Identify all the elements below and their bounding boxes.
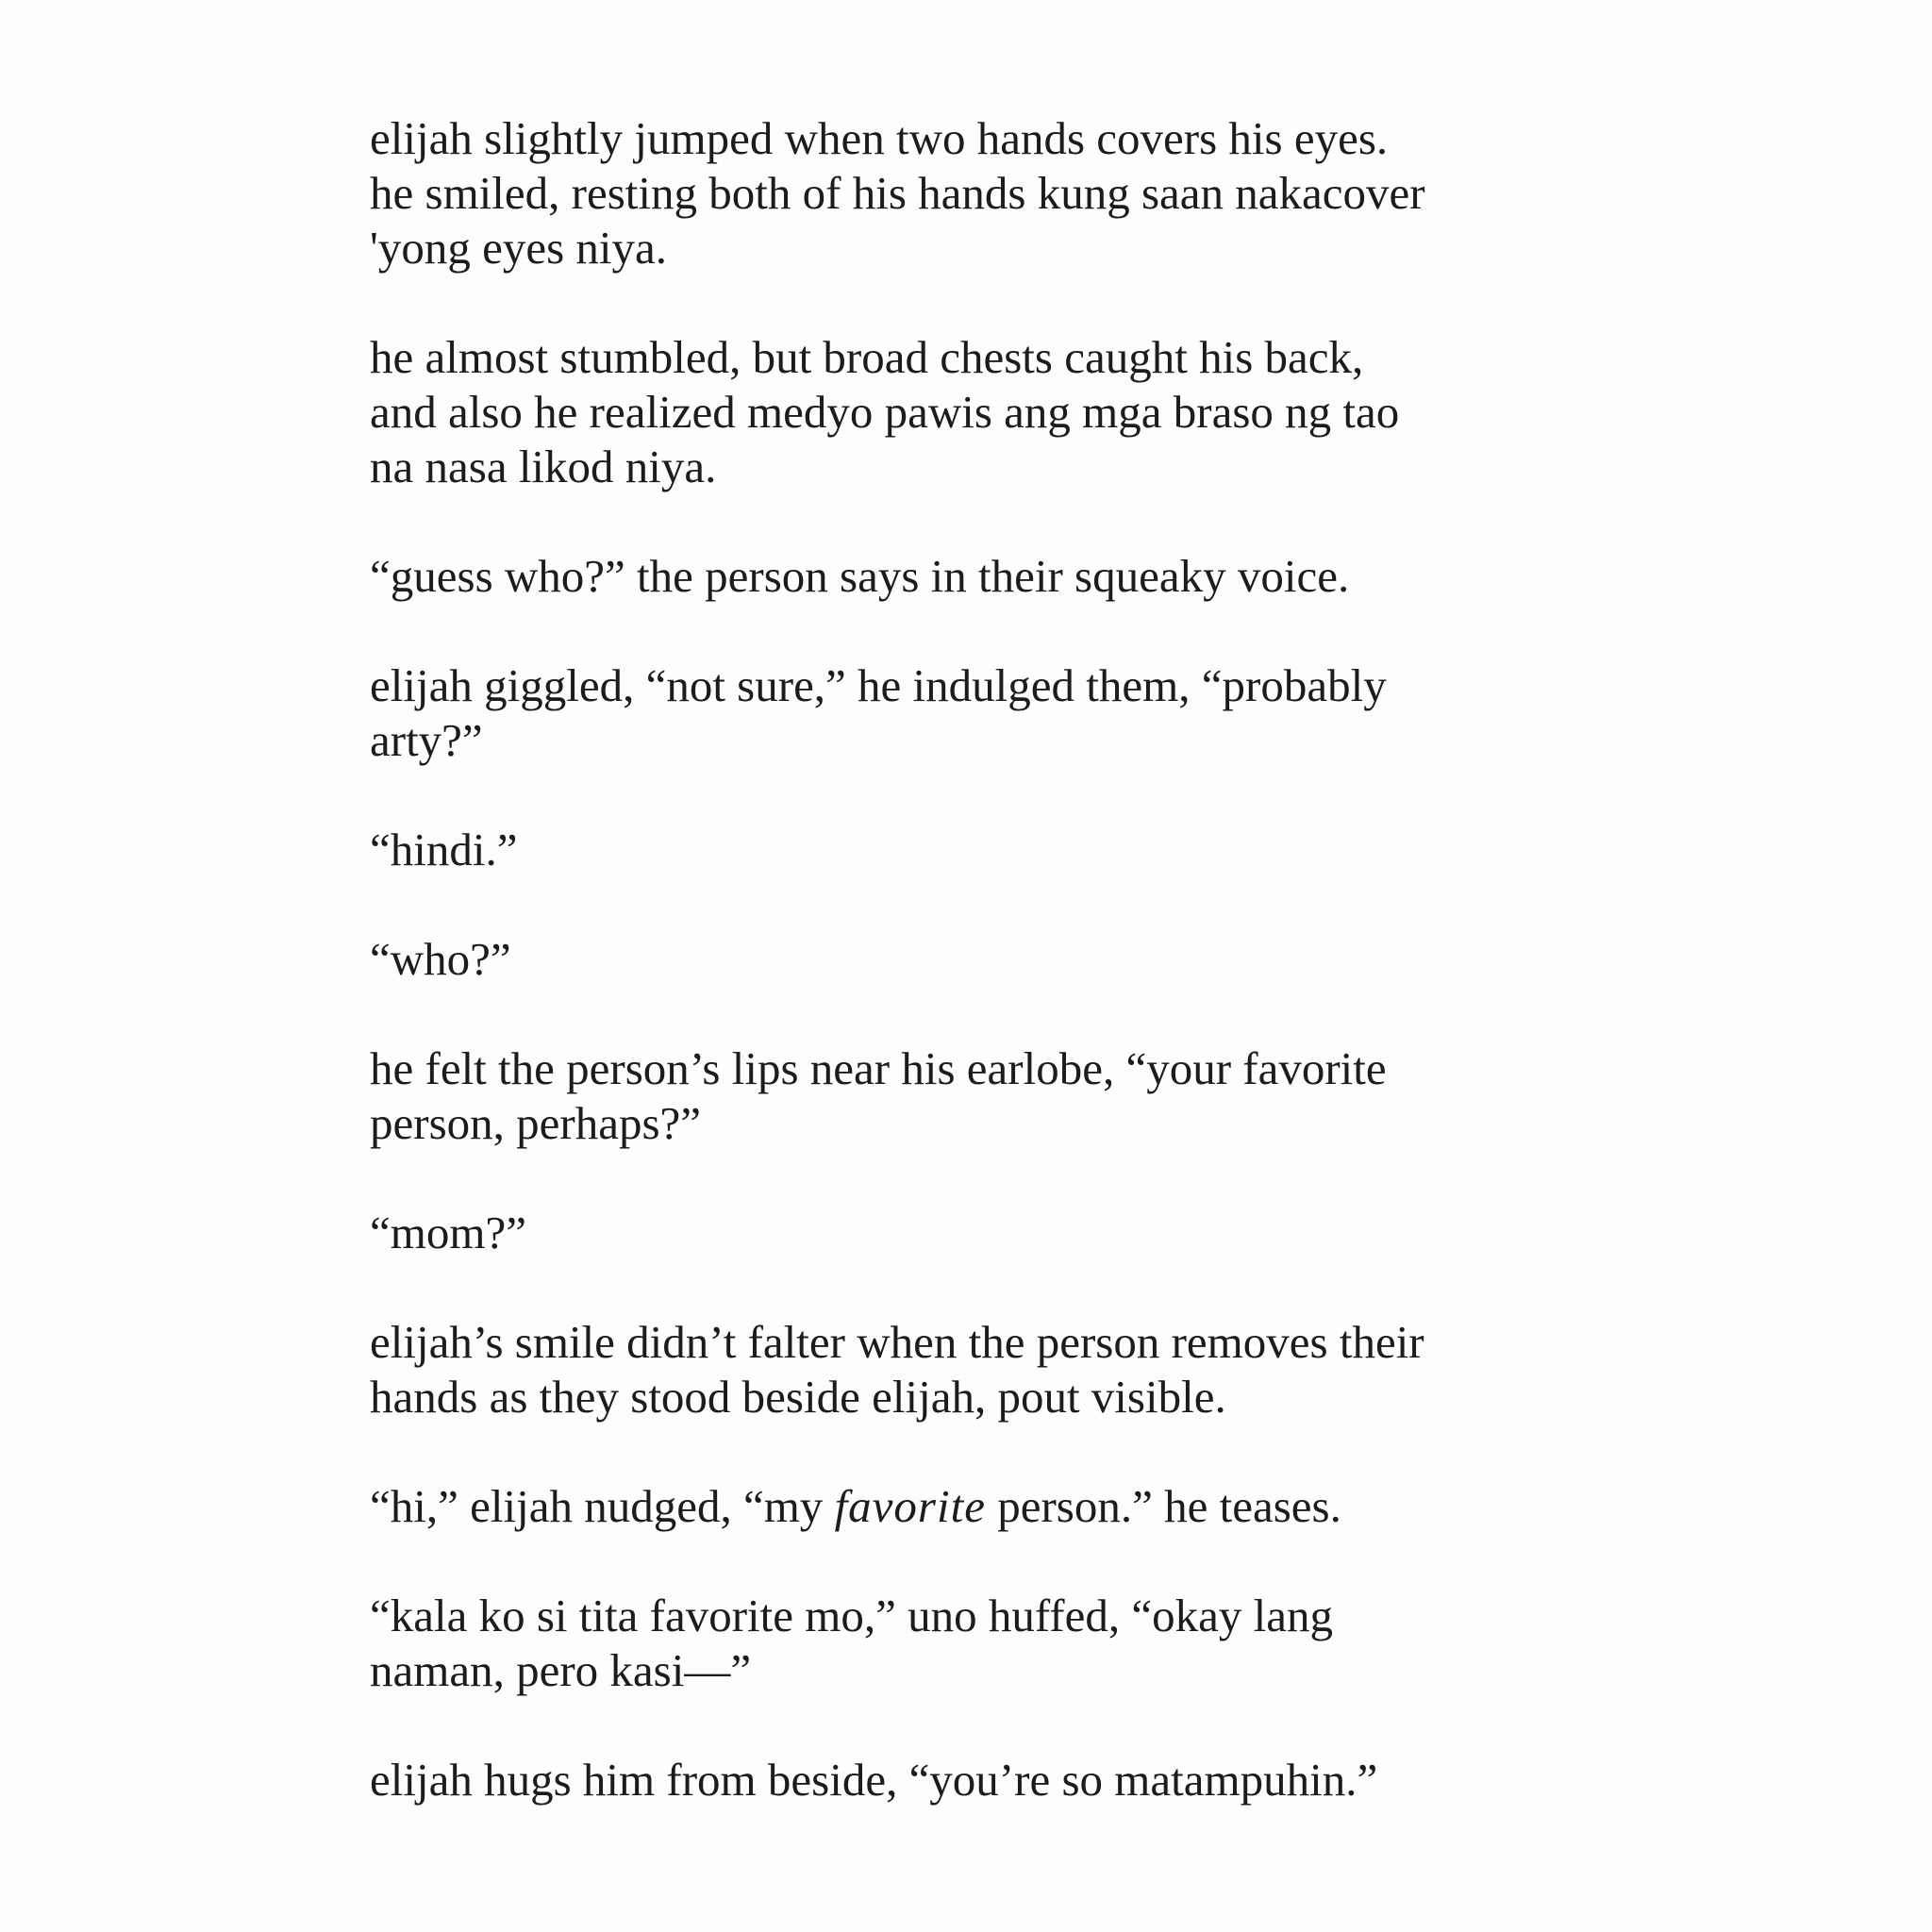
- paragraph-3: [370, 549, 1587, 604]
- text-line: “guess who?” the person says in their squeaky voice.: [370, 550, 1350, 602]
- text-line: hands as they stood beside elijah, pout visible.: [370, 1371, 1226, 1423]
- paragraph-1: [370, 111, 1587, 275]
- text-line: “mom?”: [370, 1207, 526, 1258]
- text-line: “kala ko si tita favorite mo,” uno huffed, “okay lang: [370, 1590, 1333, 1641]
- text-segment: “hi,” elijah nudged, “my: [370, 1480, 835, 1532]
- paragraph-4: [370, 658, 1587, 768]
- paragraph-2: [370, 330, 1587, 494]
- text-segment: person.” he teases.: [985, 1480, 1341, 1532]
- text-line: arty?”: [370, 714, 483, 766]
- paragraph-5: [370, 823, 1587, 877]
- text-line: na nasa likod niya.: [370, 441, 717, 492]
- text-line: elijah giggled, “not sure,” he indulged them, “probably: [370, 659, 1387, 711]
- paragraph-8: [370, 1206, 1587, 1260]
- paragraph-9: [370, 1315, 1587, 1424]
- paragraph-12: [370, 1753, 1587, 1807]
- paragraph-11: [370, 1589, 1587, 1698]
- text-line: naman, pero kasi—”: [370, 1644, 752, 1696]
- text-line: “hindi.”: [370, 824, 518, 875]
- paragraph-10: [370, 1479, 1587, 1534]
- story-text: [370, 111, 1587, 1807]
- text-line: elijah slightly jumped when two hands covers his eyes.: [370, 112, 1389, 164]
- text-line: [370, 1479, 1587, 1534]
- text-line: person, perhaps?”: [370, 1097, 702, 1149]
- text-line: elijah hugs him from beside, “you’re so matampuhin.”: [370, 1754, 1378, 1806]
- text-line: he almost stumbled, but broad chests caught his back,: [370, 331, 1364, 383]
- text-line: elijah’s smile didn’t falter when the person removes their: [370, 1316, 1424, 1368]
- paragraph-6: [370, 932, 1587, 987]
- text-line: “who?”: [370, 933, 511, 985]
- italic-text: favorite: [834, 1480, 986, 1532]
- text-line: he felt the person’s lips near his earlobe, “your favorite: [370, 1042, 1387, 1094]
- text-line: he smiled, resting both of his hands kung saan nakacover: [370, 167, 1425, 219]
- paragraph-7: [370, 1041, 1587, 1151]
- text-line: and also he realized medyo pawis ang mga braso ng tao: [370, 386, 1400, 438]
- text-line: 'yong eyes niya.: [370, 222, 668, 274]
